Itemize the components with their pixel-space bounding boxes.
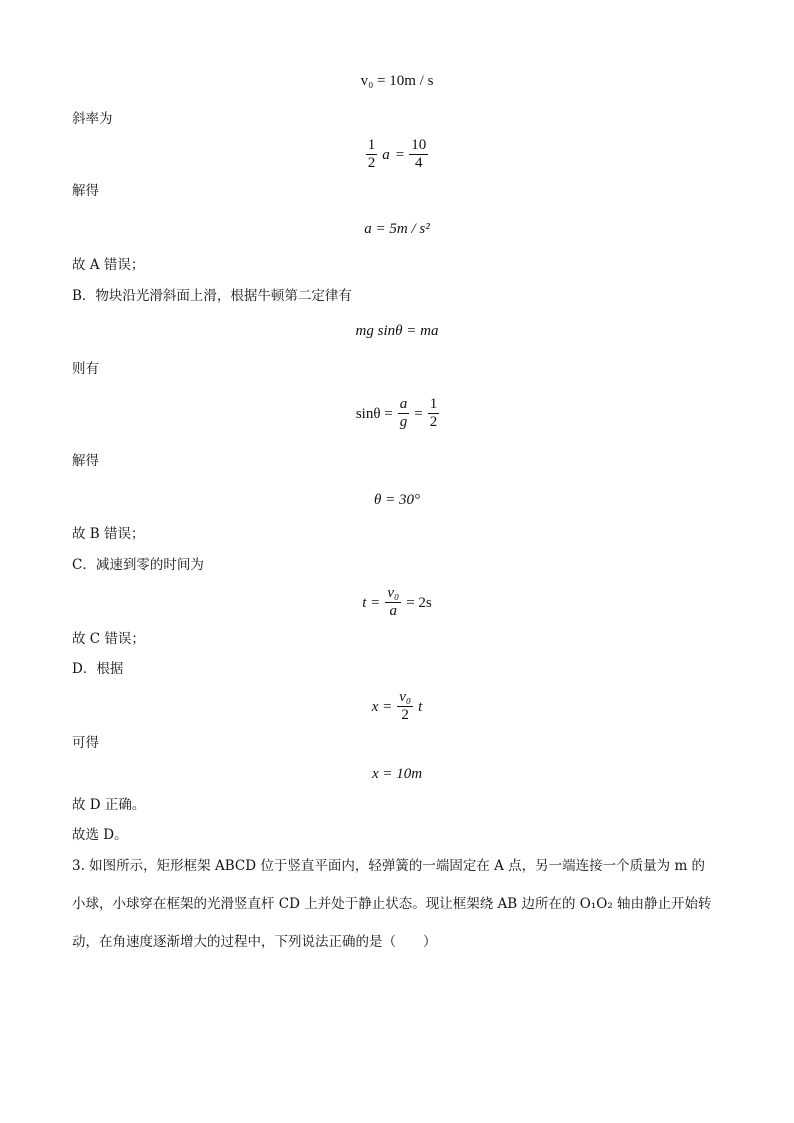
text-a-wrong: 故 A 错误； (72, 257, 145, 273)
time-rhs: = 2s (406, 594, 432, 611)
text-option-d: D．根据 (72, 661, 124, 677)
label-then: 则有 (72, 361, 99, 377)
displacement-rhs: t (418, 698, 423, 715)
question-3-line-1: 3. 如图所示，矩形框架 ABCD 位于竖直平面内，轻弹簧的一端固定在 A 点，另一端连接一个质量为 m 的 (72, 858, 706, 874)
variable-a: a (382, 146, 390, 163)
denominator-g: g (399, 414, 408, 430)
numerator-v0: v₀ (387, 585, 400, 601)
equation-theta (0, 491, 794, 509)
text-b-wrong: 故 B 错误； (72, 526, 145, 542)
equals-sign: = (395, 146, 405, 163)
fraction-v0-over-2 (397, 689, 413, 724)
fraction-numerator (398, 396, 410, 414)
fraction-half (366, 137, 378, 172)
equation-acceleration-text: a = 5m / s² (364, 221, 430, 237)
fraction-numerator: 10 (411, 137, 427, 153)
fraction-numerator: 1 (367, 137, 376, 153)
fraction-slope (409, 137, 428, 172)
fraction-numerator (385, 585, 401, 603)
text-choose: 故选 D。 (72, 827, 128, 843)
sin-lhs: sinθ = (355, 405, 393, 422)
label-obtain: 可得 (72, 735, 99, 751)
equation-time (0, 585, 794, 620)
fraction-denominator (385, 603, 401, 620)
equation-newton-text: mg sinθ = ma (355, 323, 439, 339)
text-option-b: B．物块沿光滑斜面上滑，根据牛顿第二定律有 (72, 288, 352, 304)
equation-theta-text: θ = 30° (374, 492, 420, 508)
equation-slope (0, 137, 794, 172)
fraction-numerator: 1 (429, 396, 438, 412)
equation-newton (0, 322, 794, 340)
equation-displacement-value (0, 765, 794, 783)
equation-acceleration (0, 220, 794, 238)
equals-sign: = (414, 405, 423, 422)
text-c-wrong: 故 C 错误； (72, 631, 145, 647)
numerator-a: a (399, 396, 408, 412)
label-solve-2: 解得 (72, 453, 99, 469)
label-slope: 斜率为 (72, 111, 113, 127)
time-lhs: t = (362, 594, 381, 611)
fraction-denominator: 2 (401, 707, 409, 723)
fraction-denominator: 2 (367, 155, 376, 171)
equation-displacement (0, 689, 794, 724)
fraction-half (428, 396, 440, 431)
fraction-denominator: 2 (429, 414, 438, 430)
equation-displacement-value-text: x = 10m (371, 766, 423, 782)
fraction-denominator (398, 414, 410, 431)
fraction-a-over-g (398, 396, 410, 431)
displacement-lhs: x = (371, 698, 393, 715)
equation-sin (0, 396, 794, 431)
denominator-a: a (389, 603, 397, 619)
fraction-v0-over-a (385, 585, 401, 620)
question-3-line-3: 动，在角速度逐渐增大的过程中，下列说法正确的是（ ） (72, 934, 437, 950)
equation-v0: v₀ = 10m / s (360, 73, 434, 89)
label-solve-1: 解得 (72, 183, 99, 199)
text-option-c: C．减速到零的时间为 (72, 557, 204, 573)
text-d-right: 故 D 正确。 (72, 797, 146, 813)
numerator-v0: v₀ (399, 689, 412, 705)
fraction-denominator: 4 (414, 155, 423, 171)
question-3-line-2: 小球，小球穿在框架的光滑竖直杆 CD 上并处于静止状态。现让框架绕 AB 边所在的 O₁O₂ 轴由静止开始转 (72, 896, 712, 912)
fraction-numerator (397, 689, 413, 707)
